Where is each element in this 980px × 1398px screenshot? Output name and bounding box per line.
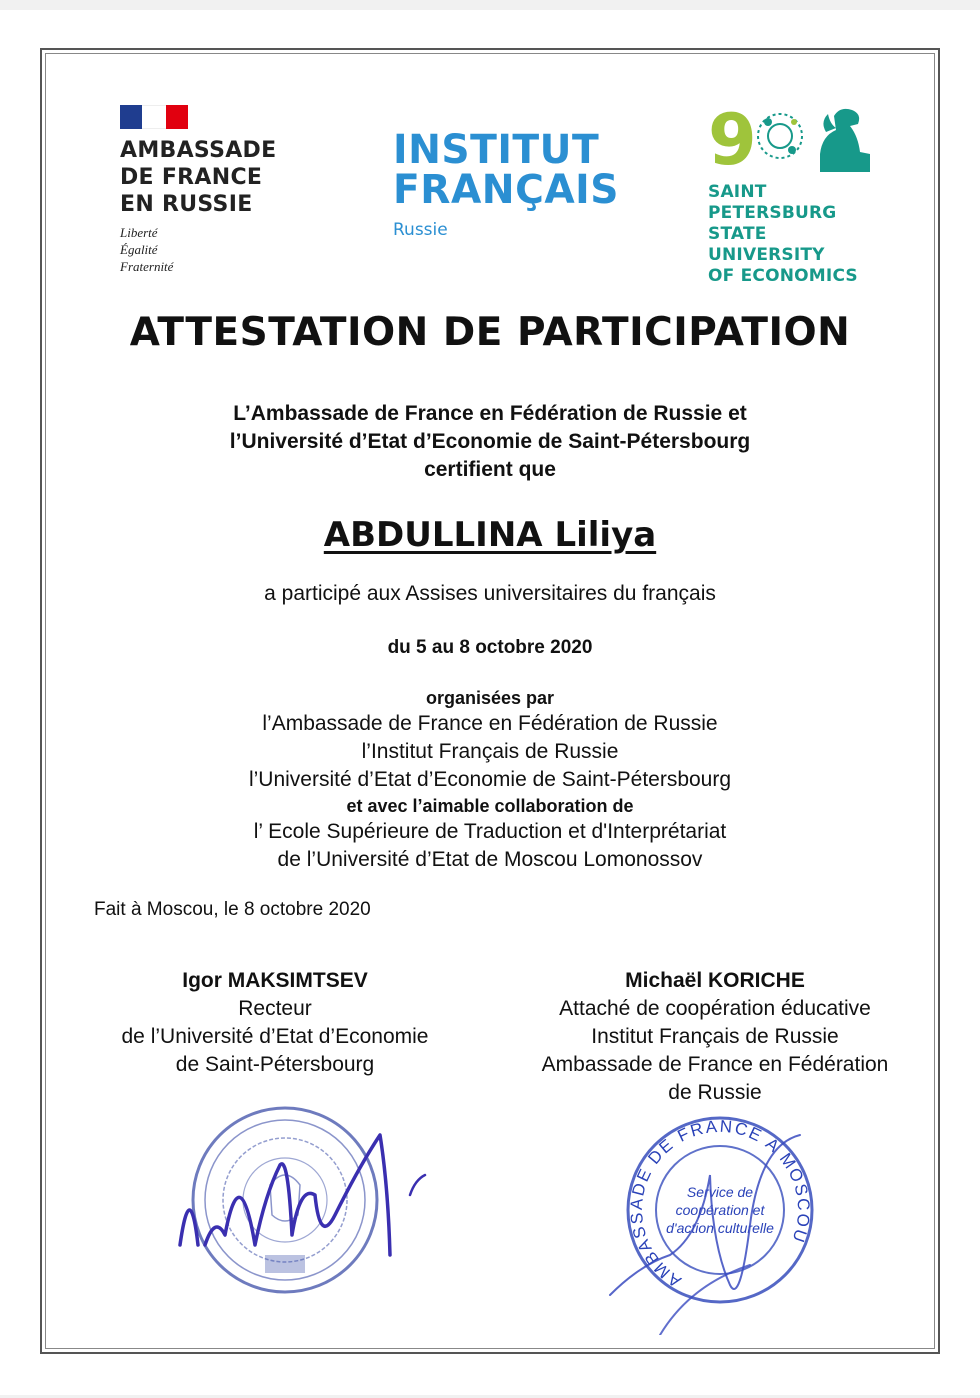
svg-text:9: 9 bbox=[708, 102, 757, 180]
certificate-page bbox=[0, 10, 980, 1395]
organiser-line: l’Université d’Etat d’Economie de Saint-Pétersbourg bbox=[248, 768, 732, 791]
document-title: ATTESTATION DE PARTICIPATION bbox=[129, 310, 851, 355]
ambassade-motto: Liberté Égalité Fraternité bbox=[120, 225, 174, 274]
embassy-stamp-icon bbox=[600, 1105, 840, 1335]
organiser-line: l’Ambassade de France en Fédération de Russie bbox=[262, 712, 718, 735]
ambassade-logo bbox=[120, 105, 300, 275]
event-dates: du 5 au 8 octobre 2020 bbox=[387, 637, 593, 658]
university-seal-icon bbox=[170, 1095, 470, 1305]
stamp-ring-text: AMBASSADE DE FRANCE A MOSCOU bbox=[626, 1116, 814, 1292]
certify-statement: L’Ambassade de France en Fédération de Russie et l’Université d’Etat d’Economie de Saint-Pétersbourg certifient que bbox=[229, 402, 751, 481]
signatory-left: Igor MAKSIMTSEV Recteur de l’Université d’Etat d’Economie de Saint-Pétersbourg bbox=[121, 969, 429, 1076]
collaborator-line: l’ Ecole Supérieure de Traduction et d'Interprétariat bbox=[253, 820, 727, 843]
collaborator-line: de l’Université d’Etat de Moscou Lomonossov bbox=[277, 848, 703, 871]
french-flag-icon bbox=[120, 105, 188, 129]
institut-francais-logo: INSTITUT FRANÇAIS Russie bbox=[393, 127, 619, 240]
organiser-line: l’Institut Français de Russie bbox=[361, 740, 619, 763]
spb-emblem-icon bbox=[708, 102, 883, 180]
spb-logo-text: SAINT PETERSBURG STATE UNIVERSITY OF ECONOMICS bbox=[708, 182, 858, 286]
ambassade-logo-text: AMBASSADE DE FRANCE EN RUSSIE bbox=[120, 138, 277, 217]
participation-text: a participé aux Assises universitaires du français bbox=[264, 582, 716, 605]
organisers-block: organisées par l’Ambassade de France en Fédération de Russie l’Institut Français de Russie l’Université d’Etat d’Economie de Saint-Pétersbourg et avec l’aimable collaboration de l’ Ecole Supérieure de Traduction et d'Interprétariat de l’Université d’Etat de Moscou Lomonossov bbox=[0, 686, 980, 874]
spb-university-logo bbox=[708, 102, 883, 287]
place-date: Fait à Moscou, le 8 octobre 2020 bbox=[94, 899, 371, 920]
stamp-center-text: d'action culturelle bbox=[666, 1220, 774, 1236]
stamp-center-text: Service de bbox=[686, 1184, 754, 1200]
participant-name: ABDULLINA Liliya bbox=[323, 515, 657, 555]
signatory-right: Michaël KORICHE Attaché de coopération éducative Institut Français de Russie Ambassade de France en Fédération de Russie bbox=[541, 969, 889, 1104]
stamp-center-text: coopération et bbox=[675, 1202, 765, 1218]
